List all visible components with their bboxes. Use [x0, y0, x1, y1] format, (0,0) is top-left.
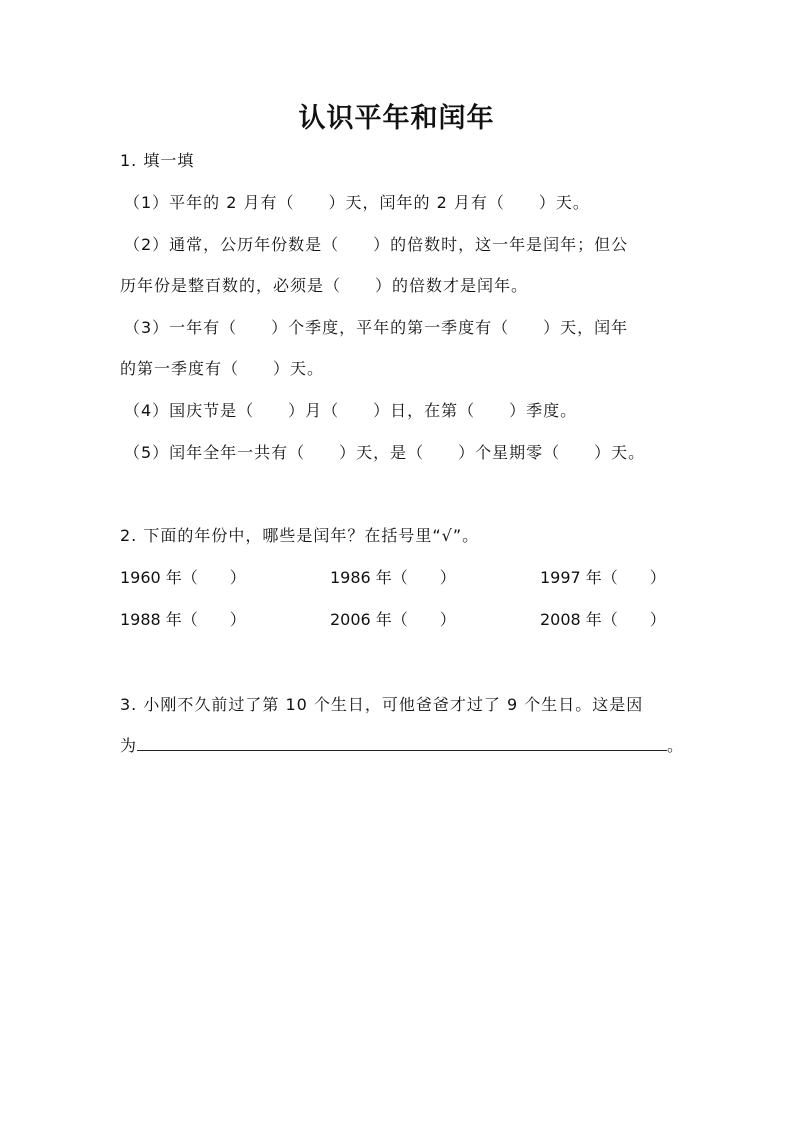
- year-item: 2008 年（ ）: [540, 610, 666, 629]
- year-item: 1986 年（ ）: [330, 568, 456, 587]
- question-1-item-1: （1）平年的 2 月有（ ）天，闰年的 2 月有（ ）天。: [124, 193, 590, 212]
- page-title: 认识平年和闰年: [298, 103, 495, 134]
- year-item: 1960 年（ ）: [120, 568, 246, 587]
- year-item: 1988 年（ ）: [120, 610, 246, 629]
- question-2-heading: 2. 下面的年份中，哪些是闰年？在括号里“√”。: [120, 526, 480, 545]
- year-item: 2006 年（ ）: [330, 610, 456, 629]
- question-1-item-2: （2）通常，公历年份数是（ ）的倍数时，这一年是闰年；但公: [124, 235, 629, 254]
- question-3-line-1: 3. 小刚不久前过了第 10 个生日，可他爸爸才过了 9 个生日。这是因: [120, 695, 644, 714]
- answer-suffix: 。: [667, 736, 685, 755]
- question-1-item-2-cont: 历年份是整百数的，必须是（ ）的倍数才是闰年。: [120, 276, 529, 295]
- question-1-item-5: （5）闰年全年一共有（ ）天，是（ ）个星期零（ ）天。: [124, 443, 646, 462]
- question-1-item-3-cont: 的第一季度有（ ）天。: [120, 359, 325, 378]
- question-3-line-2: [120, 733, 684, 756]
- answer-prefix: 为: [120, 736, 138, 755]
- year-item: 1997 年（ ）: [540, 568, 666, 587]
- question-1-item-4: （4）国庆节是（ ）月（ ）日，在第（ ）季度。: [124, 401, 578, 420]
- question-1-heading: 1. 填一填: [120, 151, 195, 170]
- question-1-item-3: （3）一年有（ ）个季度，平年的第一季度有（ ）天，闰年: [124, 318, 629, 337]
- answer-blank[interactable]: [137, 734, 667, 751]
